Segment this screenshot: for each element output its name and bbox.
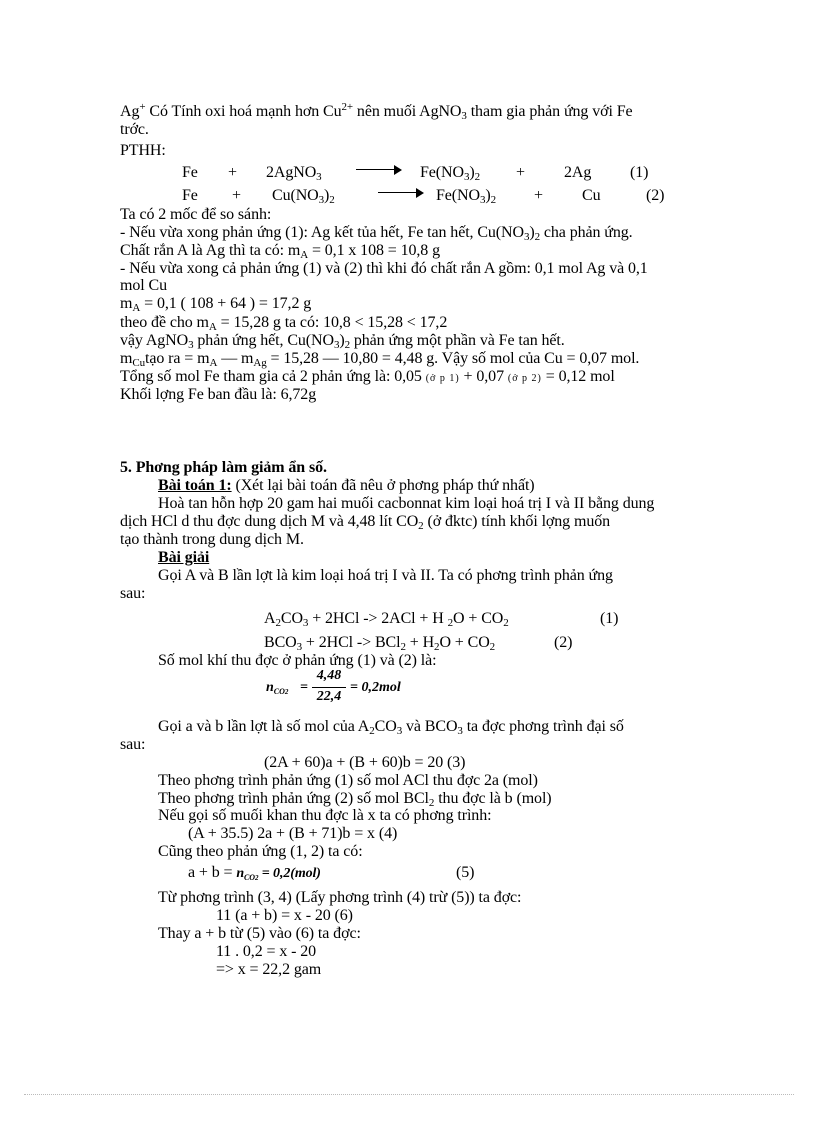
- text-line: $m_A = 0,1$ ( 108 + 64 ) = 17,2 g: [120, 295, 312, 314]
- text-line: (2A + 60)a + (B + 60)b = 20 (3): [264, 754, 466, 771]
- equation-1-product: $Fe(NO_3)_2$: [420, 164, 480, 183]
- text-line: Chất rắn A là Ag thì ta có: $m_A = 0,1$ x 108 = 10,8 g: [120, 242, 440, 261]
- text-line: Từ phơng trình (3, 4) (Lấy phơng trình (4) trừ (5)) ta đợc:: [158, 889, 522, 906]
- formula-numerator: 4,48: [316, 668, 342, 683]
- mole-formula: [266, 668, 426, 708]
- equation-1-plus: +: [228, 164, 237, 181]
- solution-heading: Bài giải: [158, 549, 210, 566]
- equation-1-arrow: [356, 164, 402, 182]
- equation-2-number: (2): [646, 187, 665, 204]
- text-line: - Nếu vừa xong phản ứng (1): Ag kết tủa hết, Fe tan hết, $Cu(NO_3)_2$ cha phản ứng.: [120, 224, 633, 243]
- section-heading: 5. Phơng pháp làm giảm ẩn số.: [120, 459, 327, 476]
- text-line: 11 . 0,2 = x - 20: [216, 943, 317, 960]
- text-line: Gọi A và B lần lợt là kim loại hoá trị I và II. Ta có phơng trình phản ứng: [158, 567, 613, 584]
- text-line: tạo thành trong dung dịch M.: [120, 531, 304, 548]
- equation-2-reactant: $Cu(NO_3)_2$: [272, 187, 335, 206]
- page-footer-divider: [24, 1094, 794, 1095]
- equation-2: Fe: [182, 187, 198, 204]
- text-line: Khối lợng Fe ban đầu là: 6,72g: [120, 386, 317, 403]
- equation-1-reactant: 2AgNO$_3$: [266, 164, 322, 183]
- equation-1-number: (1): [630, 164, 649, 181]
- equation-number: (5): [456, 864, 475, 881]
- text-line: sau:: [120, 585, 146, 602]
- text-line: Ta có 2 mốc để so sánh:: [120, 206, 272, 223]
- text-line: 11 (a + b) = x - 20 (6): [216, 907, 353, 924]
- text-line: Nếu gọi số muối khan thu đợc là x ta có phơng trình:: [158, 807, 492, 824]
- equation-1: Fe: [182, 164, 198, 181]
- formula-lhs: $n_{CO2}$: [266, 680, 289, 696]
- equation-2-product2: Cu: [582, 187, 601, 204]
- arrow-icon: [356, 165, 402, 175]
- text-line: trớc.: [120, 121, 149, 138]
- formula-result: = 0,2mol: [350, 680, 401, 695]
- text-line: PTHH:: [120, 142, 166, 159]
- text-line: Cũng theo phản ứng (1, 2) ta có:: [158, 843, 363, 860]
- text-line: Gọi a và b lần lợt là số mol của $A_2CO_3$ và $BCO_3$ ta đợc phơng trình đại số: [158, 718, 624, 737]
- text-line: $a + b = n_{CO2} = 0,2(mol)$: [188, 864, 321, 882]
- equation-2-arrow: [378, 187, 424, 205]
- text-line: Theo phơng trình phản ứng (2) số mol BCl$_2$ thu đợc là b (mol): [158, 790, 552, 809]
- formula-denominator: 22,4: [316, 689, 342, 704]
- reaction-2-number: (2): [554, 634, 573, 651]
- text-line: - Nếu vừa xong cả phản ứng (1) và (2) thì khi đó chất rắn A gồm: 0,1 mol Ag và 0,1: [120, 260, 648, 277]
- fraction-bar: [312, 687, 346, 688]
- text-line: Tổng số mol Fe tham gia cả 2 phản ứng là: 0,05 (ở p 1) + 0,07 (ở p 2) = 0,12 mol: [120, 368, 615, 385]
- text-line: (A + 35.5) 2a + (B + 71)b = x (4): [188, 825, 398, 842]
- text-line: Số mol khí thu đợc ở phản ứng (1) và (2) là:: [158, 652, 437, 669]
- reaction-1: $A_2CO_3 + 2HCl -> 2ACl + H$ $_2O + CO_2$: [264, 610, 509, 629]
- text-line: Theo phơng trình phản ứng (1) số mol ACl thu đợc 2a (mol): [158, 772, 538, 789]
- text-line: Thay a + b từ (5) vào (6) ta đợc:: [158, 925, 361, 942]
- text-line: sau:: [120, 736, 146, 753]
- equation-2-product: $Fe(NO_3)_2$: [436, 187, 496, 206]
- text-line: Ag+ Có Tính oxi hoá mạnh hơn $Cu^{2+}$ nên muối AgNO$_3$ tham gia phản ứng với Fe: [120, 101, 633, 122]
- text-line: $m_{Cu}tạo$ ra = $m_A$ — $m_{Ag} = 15,28$ — 10,80 = 4,48 g. Vậy số mol của Cu = 0,07 mol.: [120, 350, 640, 369]
- text-line: theo đề cho $m_A = 15,28$ g ta có: 10,8 < 15,28 < 17,2: [120, 314, 448, 333]
- arrow-icon: [378, 188, 424, 198]
- formula-equals: =: [300, 680, 308, 695]
- reaction-1-number: (1): [600, 610, 619, 627]
- text-line: vậy AgNO$_3$ phản ứng hết, $Cu(NO_3)_2$ phản ứng một phần và Fe tan hết.: [120, 332, 565, 351]
- text-line: dịch HCl d thu đợc dung dịch M và 4,48 lít $CO_2$ (ở đktc) tính khối lợng muốn: [120, 513, 611, 532]
- reaction-2: $BCO_3 + 2HCl -> BCl_2 + H_2O + CO_2$: [264, 634, 496, 653]
- text-line: Hoà tan hỗn hợp 20 gam hai muối cacbonnat kim loại hoá trị I và II bằng dung: [158, 495, 655, 512]
- problem-statement-title: Bài toán 1: (Xét lại bài toán đã nêu ở phơng pháp thứ nhất): [158, 477, 535, 494]
- equation-2-plus: +: [232, 187, 241, 204]
- text-line: mol Cu: [120, 277, 167, 294]
- equation-1-plus2: +: [516, 164, 525, 181]
- equation-1-product2: 2Ag: [564, 164, 592, 181]
- equation-2-plus2: +: [534, 187, 543, 204]
- text-line: => x = 22,2 gam: [216, 961, 322, 978]
